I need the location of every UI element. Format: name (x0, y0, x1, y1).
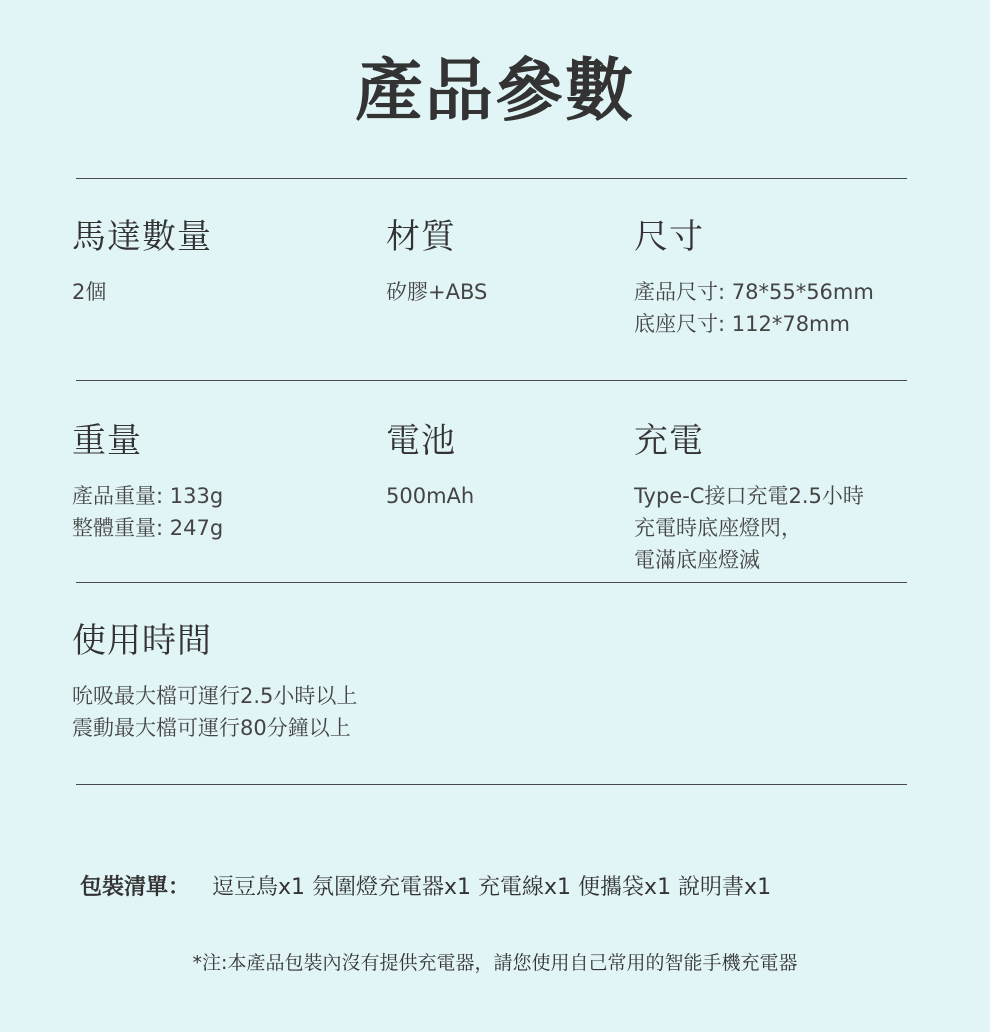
spec-label: 電池 (386, 421, 456, 461)
divider (76, 178, 907, 179)
spec-line: 底座尺寸: 112*78mm (634, 312, 850, 336)
spec-value (72, 276, 212, 308)
spec-label: 材質 (386, 217, 456, 257)
spec-label: 馬達數量 (72, 217, 212, 257)
spec-line: 整體重量: 247g (72, 516, 224, 540)
package-items: 逗豆鳥x1 氛圍燈充電器x1 充電線x1 便攜袋x1 說明書x1 (212, 875, 772, 900)
spec-motors (72, 216, 212, 308)
spec-battery (386, 420, 474, 512)
package-label: 包裝清單： (80, 875, 191, 900)
spec-weight (72, 420, 223, 544)
spec-line: 產品重量: 133g (72, 484, 224, 508)
spec-label: 使用時間 (72, 621, 212, 661)
spec-line: 震動最大檔可運行80分鐘以上 (72, 716, 351, 740)
spec-value (72, 480, 223, 544)
spec-line: 吮吸最大檔可運行2.5小時以上 (72, 684, 358, 708)
spec-line: 2個 (72, 280, 107, 304)
spec-value (634, 276, 874, 340)
divider (76, 582, 907, 583)
spec-line: 500mAh (386, 484, 475, 508)
spec-size (634, 216, 874, 340)
spec-charging (634, 420, 864, 576)
spec-line: 電滿底座燈滅 (634, 548, 760, 572)
spec-line: 矽膠+ABS (386, 280, 488, 304)
divider (76, 380, 907, 381)
spec-material (386, 216, 487, 308)
footnote: *注:本產品包裝內沒有提供充電器，請您使用自己常用的智能手機充電器 (192, 952, 798, 974)
spec-label: 尺寸 (634, 217, 704, 257)
package-list (80, 870, 771, 906)
page-title: 產品參數 (354, 52, 635, 131)
spec-label: 充電 (634, 421, 704, 461)
spec-value (386, 276, 487, 308)
spec-value (634, 480, 864, 576)
spec-value (72, 680, 357, 744)
spec-line: 產品尺寸: 78*55*56mm (634, 280, 874, 304)
spec-value (386, 480, 474, 512)
spec-line: 充電時底座燈閃， (634, 516, 802, 540)
spec-label: 重量 (72, 421, 142, 461)
spec-usage (72, 620, 357, 744)
spec-line: Type-C接口充電2.5小時 (634, 484, 864, 508)
divider (76, 784, 907, 785)
